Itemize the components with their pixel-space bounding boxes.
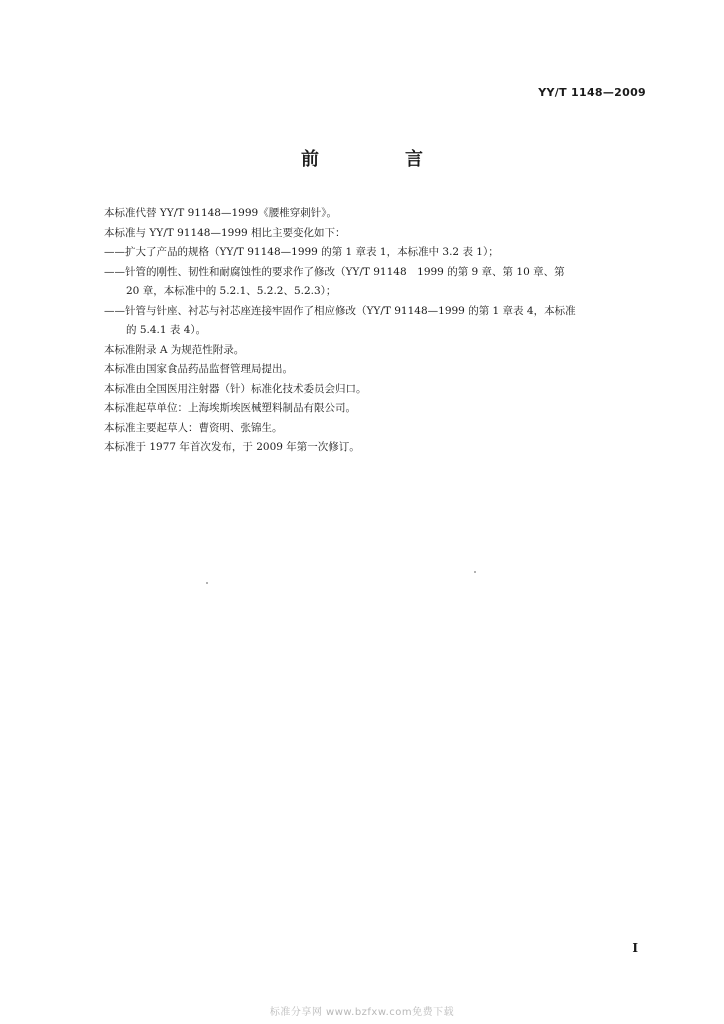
paragraph-annex: 本标准附录 A 为规范性附录。 — [104, 343, 245, 356]
paragraph-replaces: 本标准代替 YY/T 91148—1999《腰椎穿刺针》。 — [104, 207, 337, 219]
page-number: I — [632, 941, 638, 955]
paragraph-centralized-by: 本标准由全国医用注射器（针）标准化技术委员会归口。 — [104, 382, 367, 395]
change-item-2-cont: 20 章，本标准中的 5.2.1、5.2.2、5.2.3）； — [126, 285, 337, 297]
paragraph-drafters: 本标准主要起草人：曹资明、张锦生。 — [104, 421, 283, 434]
watermark: 标准分享网 www.bzfxw.com免费下载 — [269, 1007, 455, 1018]
page-title: 前 言 — [301, 149, 457, 170]
scan-speck — [474, 571, 476, 573]
paragraph-drafting-unit: 本标准起草单位：上海埃斯埃医械塑料制品有限公司。 — [104, 402, 356, 414]
change-item-3-cont: 的 5.4.1 表 4）。 — [126, 324, 207, 336]
change-item-3: ——针管与针座、衬芯与衬芯座连接牢固作了相应修改（YY/T 91148—1999 的第 1 章表 4，本标准 — [104, 304, 576, 317]
scan-speck — [206, 582, 208, 584]
change-item-2: ——针管的刚性、韧性和耐腐蚀性的要求作了修改（YY/T 91148 1999 的第 9 章、第 10 章、第 — [104, 265, 565, 278]
paragraph-proposed-by: 本标准由国家食品药品监督管理局提出。 — [104, 363, 293, 375]
foreword-body — [104, 204, 652, 458]
paragraph-changes-intro: 本标准与 YY/T 91148—1999 相比主要变化如下： — [104, 226, 346, 239]
paragraph-publication-history: 本标准于 1977 年首次发布，于 2009 年第一次修订。 — [104, 441, 360, 453]
standard-code: YY/T 1148—2009 — [538, 86, 646, 99]
change-item-1: ——扩大了产品的规格（YY/T 91148—1999 的第 1 章表 1，本标准中 3.2 表 1）； — [104, 246, 499, 258]
